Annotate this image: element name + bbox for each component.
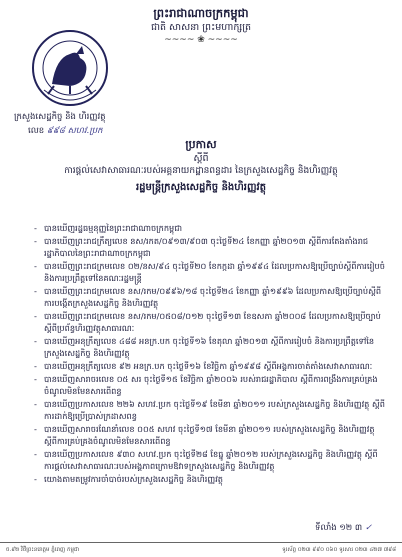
list-item: - បានឃើញព្រះរាជក្រមលេខ ០២/នស/៩៤ ចុះថ្ងៃទី២០ ខែកក្កដា ឆ្នាំ១៩៩៤ ដែលប្រកាសឱ្យប្រើច្បាប់ស្តីពីការរៀបចំ និងការប្រព្រឹត្តទៅនៃគណៈរដ្ឋមន្ត្រី <box>34 260 386 284</box>
reference-value: ៩៩៨ <box>46 126 65 136</box>
list-item: - បានឃើញព្រះរាជក្រមលេខ នស/រកម/០៩៩៦/១៨ ចុះថ្ងៃទី២៤ ខែកញ្ញា ឆ្នាំ១៩៩៦ ដែលប្រកាសឱ្យប្រើច្បាប់ស្តីពីការបង្កើតក្រសួងសេដ្ឋកិច្ច និងហិរញ្ញវត្ថុ <box>34 285 386 309</box>
document-footer <box>0 542 402 557</box>
document-title-block <box>0 138 402 195</box>
date-text: ទីលាំង ១២ ៣ <box>315 523 363 533</box>
ministry-name: ក្រសួងសេដ្ឋកិច្ច និង ហិរញ្ញវត្ថុ <box>14 112 106 122</box>
reference-label: លេខ <box>28 126 45 136</box>
list-item: - បានឃើញសារាចរលេខ ០៥ សរ ចុះថ្ងៃទី១៥ ខែវិច្ឆិកា ឆ្នាំ២០០៦ របស់រាជរដ្ឋាភិបាល ស្តីពីការពង្រឹងការគ្រប់គ្រងចំណូលមិនមែនសារពើពន្ធ <box>34 373 386 397</box>
document-subject: ការផ្តល់សេវាសាធារណៈរបស់អគ្គនាយកដ្ឋានពន្ធដារ នៃក្រសួងសេដ្ឋកិច្ច និងហិរញ្ញវត្ថុ <box>64 166 338 176</box>
reference-suffix: សហវ.ប្រក <box>67 126 103 136</box>
subject-label: ស្តីពី <box>193 153 209 164</box>
document-type: ប្រកាស <box>185 138 217 151</box>
list-item: - បានឃើញអនុក្រឹត្យលេខ ៩២ អនក្រ.បក ចុះថ្ងៃទី១៦ ខែវិច្ឆិកា ឆ្នាំ១៩៩៨ ស្តីពីអង្គការចាត់តាំងសេវាសាធារណៈ <box>34 360 386 372</box>
ministry-seal <box>30 28 110 112</box>
rooster-emblem-icon <box>30 28 110 112</box>
kingdom-title: ព្រះរាជាណាចក្រកម្ពុជា <box>153 6 249 20</box>
header-flourish: ~~~~ ❀ ~~~~ <box>164 35 238 45</box>
list-item: - បានឃើញអនុក្រឹត្យលេខ ៤៨៨ អនក្រ.បក ចុះថ្ងៃទី១៦ ខែតុលា ឆ្នាំ២០១៣ ស្តីពីការរៀបចំ និងការប្រព្រឹត្តទៅនៃក្រសួងសេដ្ឋកិច្ច និងហិរញ្ញវត្ថុ <box>34 335 386 359</box>
list-item: - យោងតាមតម្រូវការចាំបាច់របស់ក្រសួងសេដ្ឋកិច្ច និងហិរញ្ញវត្ថុ <box>34 473 386 485</box>
date-line <box>315 523 372 535</box>
date-mark: ✓ <box>364 523 372 533</box>
kingdom-motto: ជាតិ សាសនា ព្រះមហាក្សត្រ <box>150 22 252 33</box>
footer-contact: ទូរស័ព្ទ ០២៣ ៩៩០ ០៦០ ទូរសារ ០២៣ ៤២៧ ៧៩៨ <box>282 547 396 553</box>
considerations-list <box>34 222 386 486</box>
reference-number <box>28 126 103 137</box>
footer-address: ច.៩២ វិថីព្រះនរោត្តម ភ្នំពេញ កម្ពុជា <box>6 547 80 553</box>
list-item: - បានឃើញសារាចរណែនាំលេខ ០០៥ សហវ ចុះថ្ងៃទី១៧ ខែមីនា ឆ្នាំ២០១១ របស់ក្រសួងសេដ្ឋកិច្ច និងហិរញ្ញវត្ថុ ស្តីពីការគ្រប់គ្រងចំណូលមិនមែនសារពើពន្ធ <box>34 423 386 447</box>
list-item: - បានឃើញព្រះរាជក្រមលេខ នស/រកម/០៥០៨/០១២ ចុះថ្ងៃទី១៣ ខែឧសភា ឆ្នាំ២០០៨ ដែលប្រកាសឱ្យប្រើច្បាប់ស្តីពីប្រព័ន្ធហិរញ្ញវត្ថុសាធារណៈ <box>34 310 386 334</box>
list-item: - បានឃើញប្រកាសលេខ ២២៦ សហវ.ប្រក ចុះថ្ងៃទី១៩ ខែមីនា ឆ្នាំ២០១១ របស់ក្រសួងសេដ្ឋកិច្ច និងហិរញ្ញវត្ថុ ស្តីពីការដាក់ឱ្យប្រើប្រាស់ក្រដាសពន្ធ <box>34 398 386 422</box>
list-item: - បានឃើញរដ្ឋធម្មនុញ្ញនៃព្រះរាជាណាចក្រកម្ពុជា <box>34 222 386 234</box>
issuer-title: រដ្ឋមន្ត្រីក្រសួងសេដ្ឋកិច្ច និងហិរញ្ញវត្ថុ <box>135 182 267 193</box>
list-item: - បានឃើញព្រះរាជក្រឹត្យលេខ នស/រកត/០៩១៣/៩០៣ ចុះថ្ងៃទី២៤ ខែកញ្ញា ឆ្នាំ២០១៣ ស្តីពីការតែងតាំងរាជរដ្ឋាភិបាលនៃព្រះរាជាណាចក្រកម្ពុជា <box>34 235 386 259</box>
list-item: - បានឃើញប្រកាសលេខ ៩៣០ សហវ.ប្រក ចុះថ្ងៃទី២៨ ខែធ្នូ ឆ្នាំ២០១២ របស់ក្រសួងសេដ្ឋកិច្ច និងហិរញ្ញវត្ថុ ស្តីពីការផ្តល់សេវាសាធារណៈរបស់អង្គភាពក្រោមឱវាទក្រសួងសេដ្ឋកិច្ច និងហិរញ្ញវត្ថុ <box>34 448 386 472</box>
